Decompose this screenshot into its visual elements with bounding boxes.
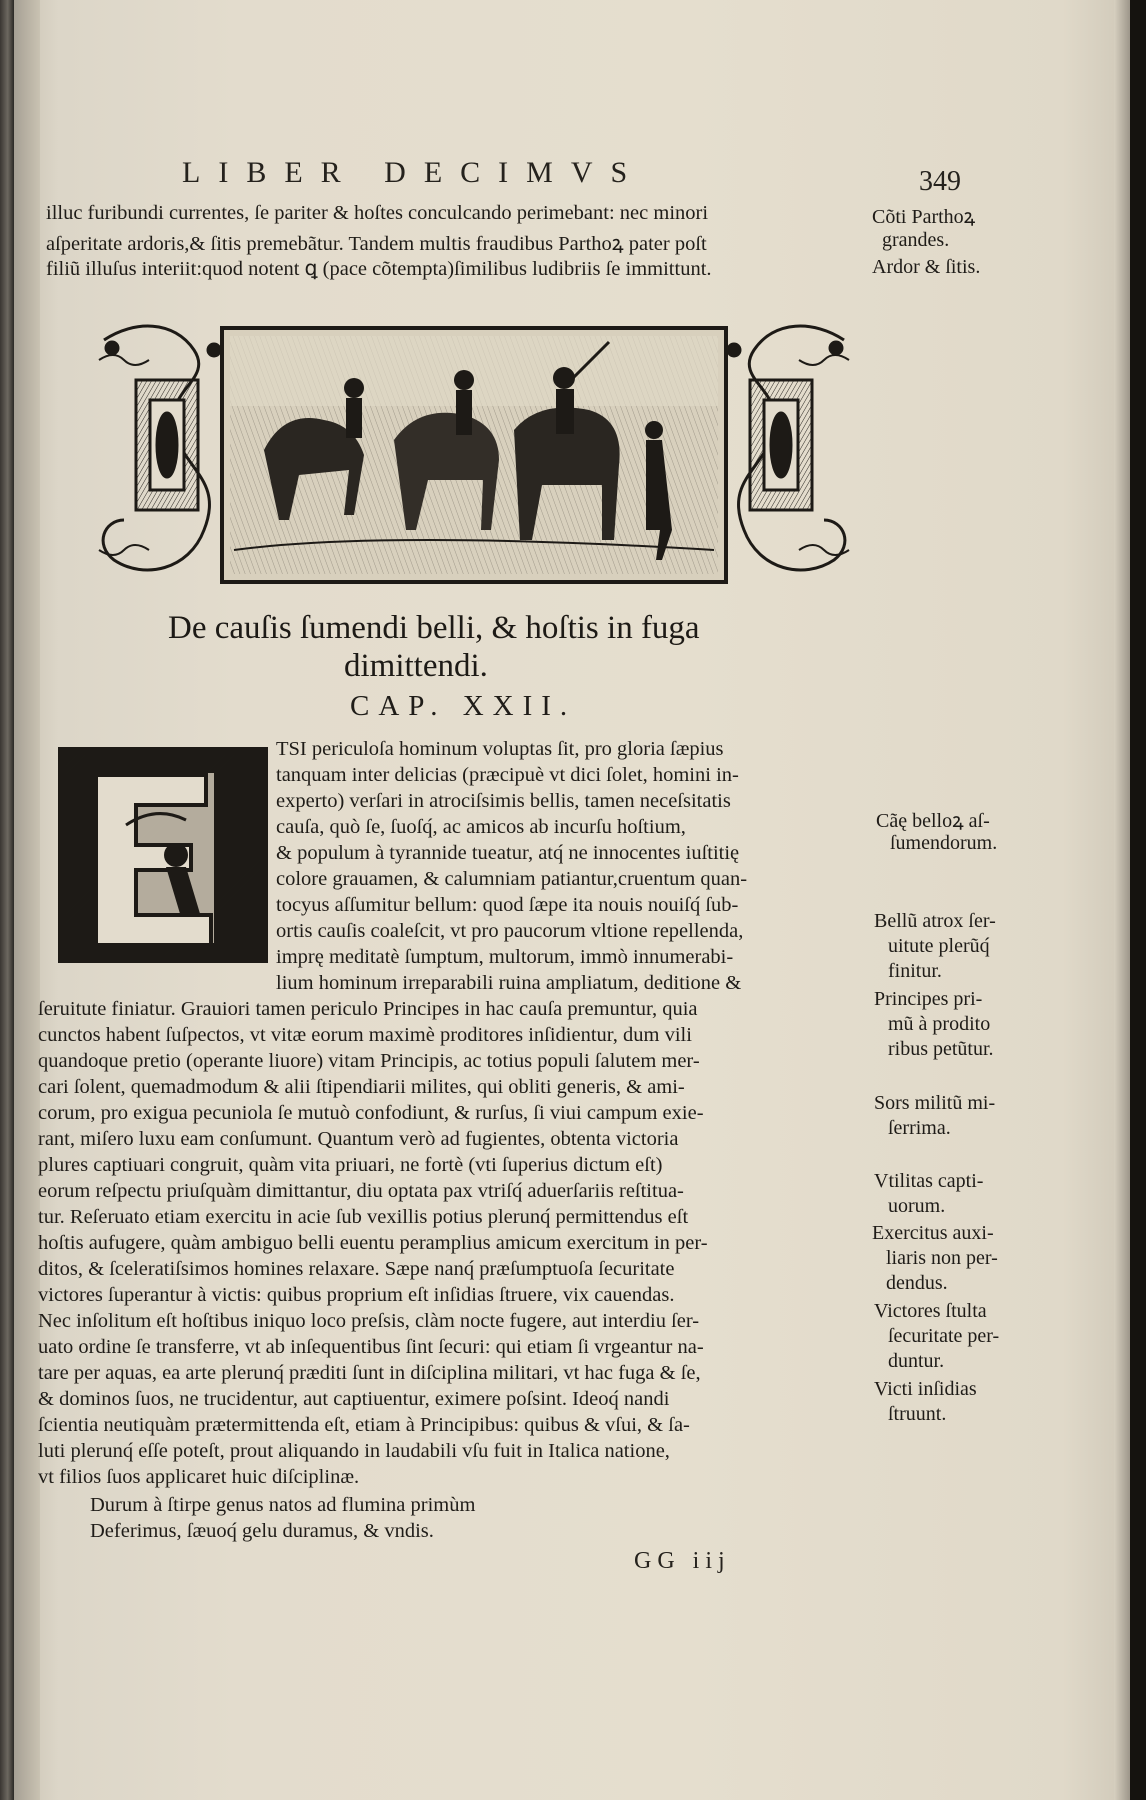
- margin-note: ſecuritate per-: [888, 1325, 1000, 1347]
- body-line: Nec inſolitum eſt hoſtibus iniquo loco preſsis, clàm nocte fugere, aut interdiu ſer-: [38, 1310, 700, 1332]
- woodcut-scene: [222, 328, 726, 582]
- margin-note: ribus petũtur.: [888, 1038, 994, 1060]
- initial-line: experto) verſari in atrociſsimis bellis, tamen neceſsitatis: [276, 790, 731, 812]
- chapter-number: CAP. XXII.: [350, 690, 577, 722]
- body-line: plures captiuari congruit, quàm vita priuari, ne fortè (vti ſuperius dictum eſt): [38, 1154, 663, 1176]
- right-ornament: [728, 326, 849, 570]
- folio-number: 349: [919, 166, 961, 197]
- signature-mark: GG iij: [634, 1548, 731, 1574]
- body-line: victores ſuperantur à victis: quibus proprium eſt inſidias ſtruere, vix cauendas.: [38, 1284, 675, 1306]
- body-line: ditos, & ſceleratiſsimos homines relaxare. Sæpe nanq́ præſumptuoſa ſecuritate: [38, 1258, 675, 1280]
- margin-note: duntur.: [888, 1350, 945, 1372]
- body-line: tare per aquas, ea arte plerunq́ præditi ſunt in diſciplina militari, vt hac fuga & ſe,: [38, 1362, 701, 1384]
- margin-note: Victi inſidias: [874, 1378, 977, 1400]
- initial-line: lium hominum irreparabili ruina ampliatum, deditione &: [276, 972, 742, 994]
- top-line: illuc furibundi currentes, ſe pariter & hoſtes conculcando perimebant: nec minori: [46, 202, 709, 224]
- facing-page-edge: [14, 0, 40, 1800]
- body-line: uato ordine ſe transferre, vt ab inſequentibus ſint ſecuri: qui etiam ſi vrgeantur na-: [38, 1336, 704, 1358]
- body-line: rant, miſero luxu eam conſumunt. Quantum verò ad fugientes, obtenta victoria: [38, 1128, 679, 1150]
- chapter-title: dimittendi.: [344, 648, 488, 684]
- verse-line: Durum à ſtirpe genus natos ad flumina primùm: [90, 1494, 476, 1516]
- margin-note: dendus.: [886, 1272, 948, 1294]
- top-line: filiũ illuſus interiit:quod notent ꝗ (pace cõtempta)ſimilibus ludibriis ſe immittunt.: [46, 258, 712, 280]
- margin-note: Vtilitas capti-: [874, 1170, 984, 1192]
- margin-note: Bellũ atrox ſer-: [874, 910, 996, 932]
- margin-note: ſerrima.: [888, 1117, 951, 1139]
- body-line: ſeruitute finiatur. Grauiori tamen periculo Principes in hac cauſa premuntur, quia: [38, 998, 698, 1020]
- left-ornament: [99, 326, 220, 570]
- margin-note: ſumendorum.: [890, 832, 998, 854]
- margin-note: finitur.: [888, 960, 942, 982]
- initial-line: imprę meditatè ſumptum, multorum, immò innumerabi-: [276, 946, 734, 968]
- margin-note: Principes pri-: [874, 988, 983, 1010]
- body-line: tur. Reſeruato etiam exercitu in acie ſub vexillis potius plerunq́ permittendus eſt: [38, 1206, 689, 1228]
- initial-line: cauſa, quò ſe, ſuoſq́, ac amicos ab incurſu hoſtium,: [276, 816, 686, 838]
- decorated-initial-e: [56, 745, 270, 965]
- margin-note: grandes.: [882, 229, 950, 251]
- margin-note: ſtruunt.: [888, 1403, 947, 1425]
- margin-note: Victores ſtulta: [874, 1300, 987, 1322]
- woodcut-illustration: [94, 320, 854, 590]
- body-line: eorum reſpectu priuſquàm dimittantur, diu optata pax vtriſq́ aduerſariis reſtitua-: [38, 1180, 684, 1202]
- verse-line: Deferimus, ſæuoq́ gelu duramus, & vndis.: [90, 1520, 434, 1542]
- initial-line: & populum à tyrannide tueatur, atq́ ne innocentes iuſtitię: [276, 842, 740, 864]
- initial-line: tocyus aſſumitur bellum: quod ſæpe ita nouis nouiſq́ ſub-: [276, 894, 739, 916]
- page-right-edge: [1114, 0, 1130, 1800]
- body-line: & dominos ſuos, ne trucidentur, aut captiuentur, eximere poſsint. Ideoq́ nandi: [38, 1388, 670, 1410]
- top-line: aſperitate ardoris,& ſitis premebãtur. Tandem multis fraudibus Parthoꝝ pater poſt: [46, 233, 707, 255]
- initial-line: tanquam inter delicias (præcipuè vt dici ſolet, homini in-: [276, 764, 739, 786]
- body-line: hoſtis aufugere, quàm ambiguo belli euentu peramplius amicum exercitum in per-: [38, 1232, 708, 1254]
- margin-note: Cãę belloꝝ aſ-: [876, 810, 990, 832]
- margin-note: mũ à prodito: [888, 1013, 991, 1035]
- book-gutter: [0, 0, 14, 1800]
- margin-note: Sors militũ mi-: [874, 1092, 996, 1114]
- body-line: cunctos habent ſuſpectos, vt vitæ eorum maximè proditores inſidientur, dum vili: [38, 1024, 692, 1046]
- body-line: vt filios ſuos applicaret huic diſciplinæ.: [38, 1466, 360, 1488]
- margin-note: Exercitus auxi-: [872, 1222, 994, 1244]
- running-head: LIBER DECIMVS: [182, 156, 646, 189]
- initial-line: ortis cauſis coaleſcit, vt pro paucorum vltione repellenda,: [276, 920, 744, 942]
- body-line: ſcientia neutiquàm prætermittenda eſt, etiam à Principibus: quibus & vſui, & ſa-: [38, 1414, 690, 1436]
- book-page: [14, 0, 1130, 1800]
- body-line: luti plerunq́ eſſe poteſt, prout aliquando in laudabili vſu fuit in Italica natione,: [38, 1440, 670, 1462]
- initial-line: TSI periculoſa hominum voluptas ſit, pro gloria ſæpius: [276, 738, 724, 760]
- body-line: cari ſolent, quemadmodum & alii ſtipendiarii milites, qui obliti generis, & ami-: [38, 1076, 685, 1098]
- margin-note: Cõti Parthoꝝ: [872, 206, 976, 228]
- body-line: corum, pro exigua pecuniola ſe mutuò confodiunt, & rurſus, ſi viui campum exie-: [38, 1102, 704, 1124]
- body-line: quandoque pretio (operante liuore) vitam Principis, ac totius populi ſalutem mer-: [38, 1050, 700, 1072]
- margin-note: uorum.: [888, 1195, 946, 1217]
- margin-note: uitute plerũq́: [888, 935, 990, 957]
- chapter-title: De cauſis ſumendi belli, & hoſtis in fuga: [168, 610, 700, 646]
- margin-note: Ardor & ſitis.: [872, 256, 981, 278]
- margin-note: liaris non per-: [886, 1247, 998, 1269]
- initial-line: colore grauamen, & calumniam patiantur,cruentum quan-: [276, 868, 748, 890]
